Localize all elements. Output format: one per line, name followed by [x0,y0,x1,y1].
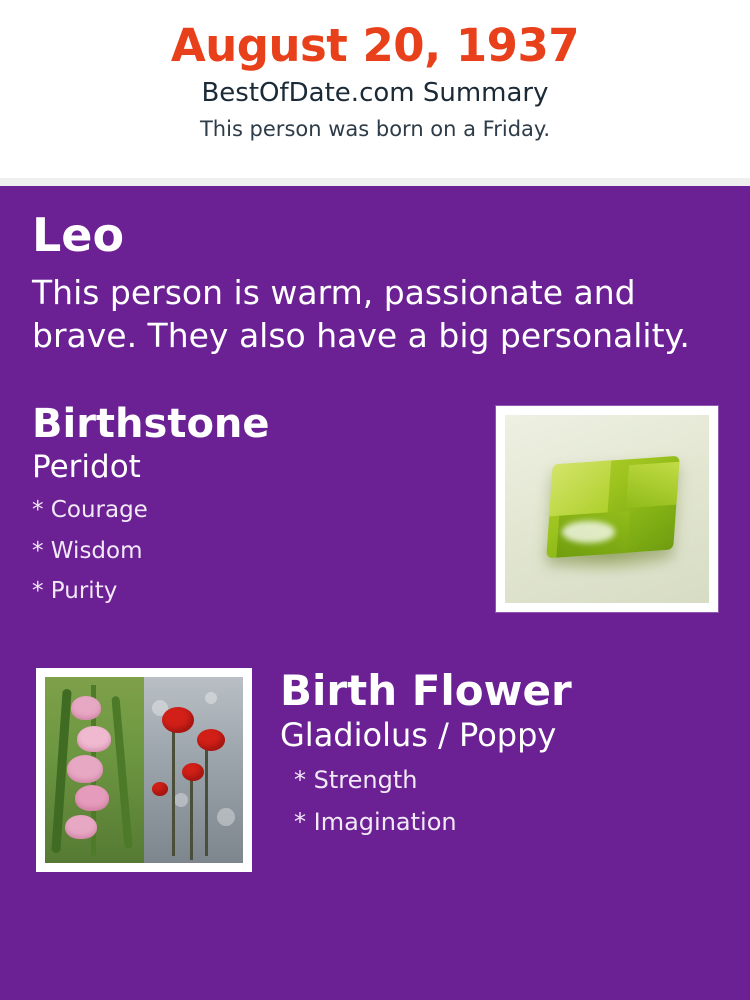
stem-shape [205,748,208,856]
birthstone-image [496,406,718,612]
birthstone-name: Peridot [32,449,141,486]
page-title: August 20, 1937 [170,19,580,72]
birth-flower-trait: * Strength [294,766,418,795]
bokeh-dot [217,808,235,826]
gladiolus-petal [75,785,109,811]
site-summary-label: BestOfDate.com Summary [201,78,549,109]
birth-flower-heading: Birth Flower [280,666,572,716]
birthstone-heading: Birthstone [32,401,270,448]
header-divider [0,178,750,186]
gladiolus-petal [65,815,97,839]
header [0,0,750,178]
born-day-text: This person was born on a Friday. [199,117,551,142]
poppy-flower-icon [162,707,194,733]
birth-flower-section [32,668,718,888]
birth-flower-image [36,668,252,872]
poppy-photo-half [144,677,243,863]
content-area [0,186,750,1000]
gem-facet [626,462,680,509]
birth-flower-trait: * Imagination [294,808,457,837]
bokeh-dot [174,793,188,807]
gladiolus-petal [77,726,111,752]
gem-facet [549,461,611,517]
peridot-gem-icon [546,456,680,559]
zodiac-section [32,210,718,358]
birthstone-trait: * Purity [32,578,118,605]
gladiolus-petal [67,755,103,783]
poppy-flower-icon [152,782,168,796]
zodiac-sign-name: Leo [32,208,125,262]
birth-flower-image-inner [45,677,243,863]
birthstone-trait: * Wisdom [32,537,143,564]
birthstone-trait: * Courage [32,496,148,523]
birth-flower-text [280,668,718,837]
zodiac-description: This person is warm, passionate and brave. They also have a big personality. [32,272,690,356]
stem-shape [172,726,175,856]
birthstone-section [32,402,718,632]
birthstone-image-inner [505,415,709,603]
gem-highlight [562,521,615,544]
birth-flower-name: Gladiolus / Poppy [280,715,557,754]
poppy-flower-icon [182,763,204,781]
stem-shape [190,774,193,860]
birthstone-text [32,402,462,606]
poppy-flower-icon [197,729,225,751]
gladiolus-petal [71,696,101,720]
bokeh-dot [205,692,217,704]
gladiolus-photo-half [45,677,144,863]
leaf-shape [112,696,133,849]
